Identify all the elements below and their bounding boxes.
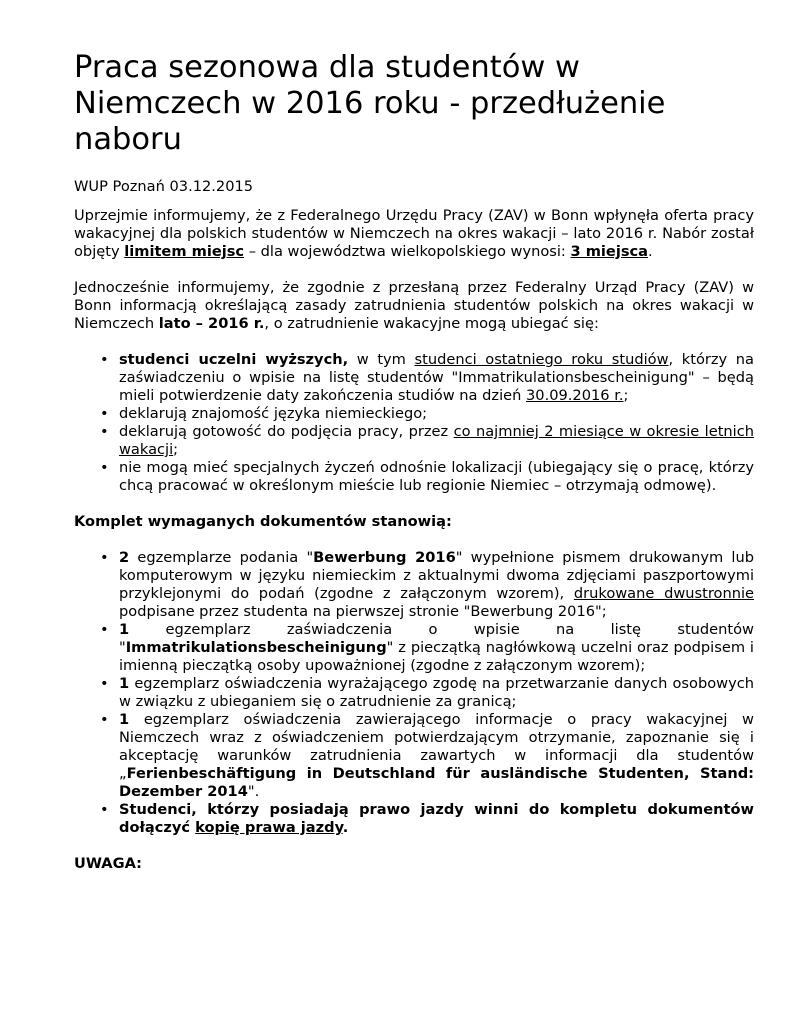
documents-heading-text: Komplet wymaganych dokumentów stanowią: [74, 513, 452, 530]
doc-name: Ferienbeschäftigung in Deutschland für ausländische Studenten, Stand: Dezember 2014 [119, 765, 754, 800]
source-date-line: WUP Poznań 03.12.2015 [74, 178, 254, 195]
limit-link-text: limitem miejsc [124, 243, 245, 260]
doc-text: . [342, 819, 349, 836]
doc-text: podpisane przez studenta na pierwszej stronie "Bewerbung 2016"; [119, 603, 607, 620]
doc-underline: drukowane dwustronnie [573, 585, 754, 602]
documents-list [74, 549, 754, 837]
list-item [119, 351, 754, 405]
doc-text: egzemplarze podania " [129, 549, 314, 566]
info-text-1: Jednocześnie informujemy, że zgodnie z przesłaną przez Federalny Urząd Pracy (ZAV) w Bonn informacją określającą zasady zatrudnienia studentów polskich na okres wakacji w Niemczech [74, 279, 754, 332]
list-item: • nie mogą mieć specjalnych życzeń odnośnie lokalizacji (ubiegający się o pracę, którzy chcą pracować w określonym mieście lub regionie Niemiec – otrzymają odmowę). [119, 459, 754, 495]
eligibility-text: ; [623, 387, 629, 404]
list-item [119, 549, 754, 621]
graduation-date: 30.09.2016 r. [526, 387, 624, 404]
intro-paragraph [74, 207, 754, 261]
doc-text: " z pieczątką nagłówkową uczelni oraz podpisem i imienną pieczątką osoby upoważnionej (zgodne z załączonym wzorem); [119, 639, 754, 674]
eligibility-text: ; [173, 441, 179, 458]
doc-count: 1 [119, 675, 130, 692]
eligibility-text: , którzy na zaświadczeniu o wpisie na listę studentów "Immatrikulationsbescheinigung" – będą mieli potwierdzenie daty zakończenia studiów na dzień [119, 351, 754, 404]
last-year-students: studenci ostatniego roku studiów [414, 351, 669, 368]
list-item [119, 423, 754, 459]
note-heading [74, 855, 754, 873]
info-text-2: , o zatrudnienie wakacyjne mogą ubiegać się: [264, 315, 599, 332]
info-paragraph [74, 279, 754, 333]
doc-count: 1 [119, 711, 130, 728]
doc-count: 1 [119, 621, 130, 638]
note-heading-text: UWAGA: [74, 855, 142, 872]
intro-text-3: . [648, 243, 653, 260]
doc-text: egzemplarz zaświadczenia o wpisie na listę studentów " [119, 621, 754, 656]
doc-name: Immatrikulationsbescheinigung [125, 639, 387, 656]
documents-heading [74, 513, 754, 531]
doc-text: " wypełnione pismem drukowanym lub komputerowym w języku niemieckim z aktualnymi dwoma zdjęciami paszportowymi przyklejonymi do podań (zgodne z załączonym wzorem), [119, 549, 754, 602]
eligibility-list [74, 351, 754, 495]
intro-text-2: – dla województwa wielkopolskiego wynosi: [244, 243, 571, 260]
doc-text: ". [247, 783, 260, 800]
doc-text: egzemplarz oświadczenia wyrażającego zgodę na przetwarzanie danych osobowych w związku z ubieganiem się o zatrudnienie za granicą; [119, 675, 754, 710]
list-item [119, 711, 754, 801]
doc-text: Studenci, którzy posiadają prawo jazdy winni do kompletu dokumentów dołączyć [119, 801, 754, 836]
summer-period: co najmniej 2 miesiące w okresie letnich wakacji [119, 423, 754, 458]
places-count: 3 miejsca [570, 243, 649, 260]
season-label: lato – 2016 r. [158, 315, 265, 332]
doc-count: 2 [119, 549, 130, 566]
intro-text-1: Uprzejmie informujemy, że z Federalnego Urzędu Pracy (ZAV) w Bonn wpłynęła oferta pracy wakacyjnej dla polskich studentów w Niemczech na okres wakacji – lato 2016 r. Nabór został objęty [74, 207, 754, 260]
list-item: • deklarują znajomość języka niemieckiego; [119, 405, 754, 423]
driving-license-copy: kopię prawa jazdy [195, 819, 343, 836]
list-item [119, 675, 754, 711]
list-item [119, 801, 754, 837]
doc-text: egzemplarz oświadczenia zawierającego informacje o pracy wakacyjnej w Niemczech wraz z oświadczeniem potwierdzającym otrzymanie, zapoznanie się i akceptację warunków zatrudnienia zawartych w informacji dla studentów „ [119, 711, 754, 782]
page-title: Praca sezonowa dla studentów w Niemczech w 2016 roku - przedłużenie naboru [74, 50, 666, 157]
eligibility-text: deklarują gotowość do podjęcia pracy, przez [119, 423, 454, 440]
doc-name: Bewerbung 2016 [313, 549, 456, 566]
eligibility-bold: studenci uczelni wyższych, [119, 351, 349, 368]
eligibility-text: w tym [348, 351, 415, 368]
list-item [119, 621, 754, 675]
